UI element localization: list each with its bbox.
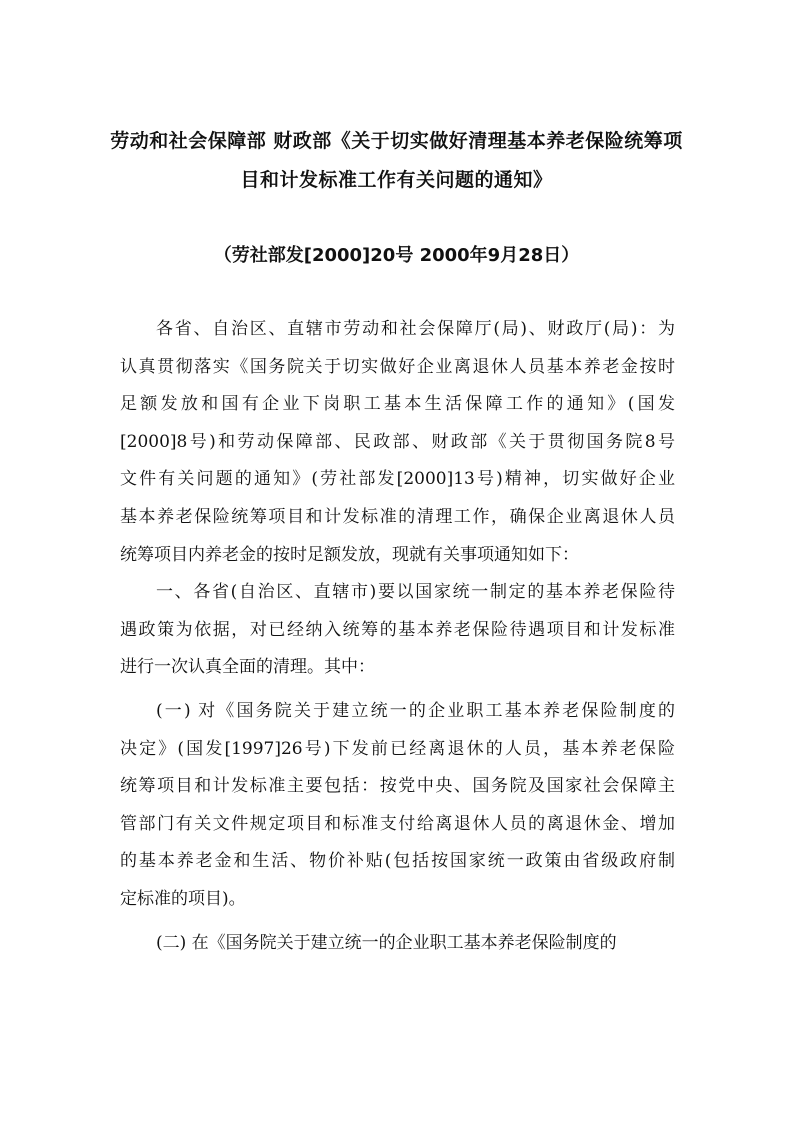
body-line: (一) 对《国务院关于建立统一的企业职工基本养老保险制度的 (156, 700, 675, 721)
document-subtitle: （劳社部发[2000]20号 2000年9月28日） (213, 245, 580, 266)
body-line: [2000]8号)和劳动保障部、民政部、财政部《关于贯彻国务院8号 (120, 431, 675, 452)
body-line: 管部门有关文件规定项目和标准支付给离退休人员的离退休金、增加 (120, 813, 675, 834)
paragraph (120, 311, 675, 574)
body-line: 认真贯彻落实《国务院关于切实做好企业离退休人员基本养老金按时 (120, 356, 675, 377)
body-line: 基本养老保险统筹项目和计发标准的清理工作，确保企业离退休人员 (120, 506, 675, 527)
body-line: 文件有关问题的通知》(劳社部发[2000]13号)精神，切实做好企业 (120, 469, 675, 490)
document-body (120, 311, 675, 962)
body-line: 一、各省(自治区、直辖市)要以国家统一制定的基本养老保险待 (156, 582, 675, 603)
body-line: 统筹项目和计发标准主要包括：按党中央、国务院及国家社会保障主 (120, 776, 675, 797)
body-line: 足额发放和国有企业下岗职工基本生活保障工作的通知》(国发 (120, 394, 675, 415)
document-title (110, 122, 683, 200)
body-line: 的基本养老金和生活、物价补贴(包括按国家统一政策由省级政府制 (120, 851, 675, 872)
title-line: 目和计发标准工作有关问题的通知》 (240, 169, 553, 191)
body-line: 遇政策为依据，对已经纳入统筹的基本养老保险待遇项目和计发标准 (120, 619, 675, 640)
paragraph (120, 574, 675, 687)
body-line: 定标准的项目)。 (120, 888, 246, 909)
body-line: 各省、自治区、直辖市劳动和社会保障厅(局)、财政厅(局)：为 (156, 319, 675, 339)
body-line: 进行一次认真全面的清理。其中： (120, 657, 375, 678)
title-line: 劳动和社会保障部 财政部《关于切实做好清理基本养老保险统筹项 (110, 130, 683, 152)
body-line: (二) 在《国务院关于建立统一的企业职工基本养老保险制度的 (156, 932, 617, 953)
body-line: 统筹项目内养老金的按时足额发放，现就有关事项通知如下： (120, 544, 579, 565)
body-line: 决定》(国发[1997]26号)下发前已经离退休的人员，基本养老保险 (120, 738, 675, 759)
paragraph (120, 693, 675, 919)
paragraph (120, 925, 675, 963)
